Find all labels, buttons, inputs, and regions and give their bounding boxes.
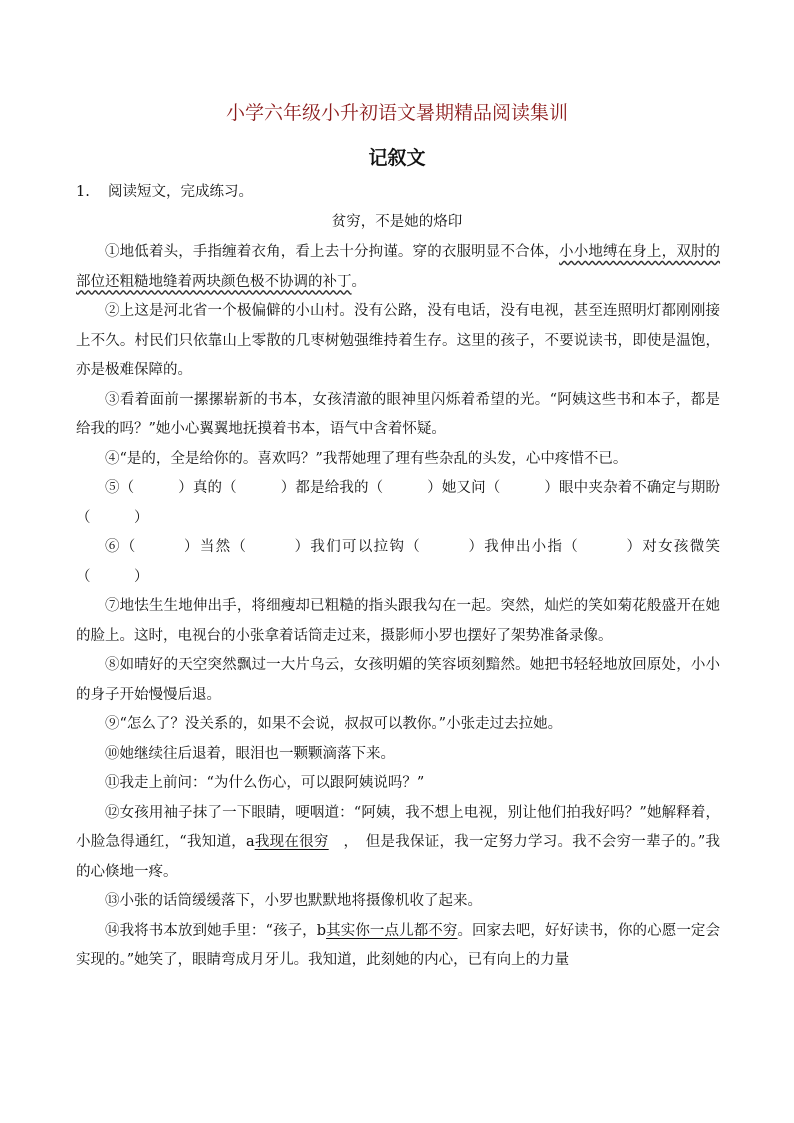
paragraph-text: ①地低着头，手指缠着衣角，看上去十分拘谨。穿的衣服明显不合体，: [105, 244, 560, 260]
paragraph-6-blanks: ⑥（ ）当然（ ）我们可以拉钩（ ）我伸出小指（ ）对女孩微笑（ ）: [76, 539, 720, 585]
document-title: 小学六年级小升初语文暑期精品阅读集训: [225, 102, 568, 124]
paragraph-text: 。回家去吧，好好读书，你的心愿一定会实现的。”她笑了，眼睛弯成月牙儿。我知道，此刻她的内心，已有向上的力量: [76, 922, 721, 968]
paragraph-8: ⑧如晴好的天空突然飘过一大片乌云，女孩明媚的笑容顷刻黯然。她把书轻轻地放回原处，小小的身子开始慢慢后退。: [76, 657, 720, 703]
paragraph-11: ⑪我走上前问：“为什么伤心，可以跟阿姨说吗？”: [105, 775, 425, 791]
paragraph-4: ④“是的，全是给你的。喜欢吗？”我帮她理了理有些杂乱的头发，心中疼惜不已。: [105, 450, 628, 467]
passage-body: [76, 238, 720, 976]
paragraph-text: ⑭我将书本放到她手里：“孩子，b: [105, 922, 327, 939]
paragraph-13: ⑬小张的话筒缓缓落下，小罗也默默地将摄像机收了起来。: [105, 893, 482, 909]
underlined-sentence-a: 我现在很穷: [254, 834, 329, 850]
paragraph-1: [76, 238, 720, 297]
paragraph-5-blanks: ⑤（ ）真的（ ）都是给我的（ ）她又问（ ）眼中夹杂着不确定与期盼（ ）: [76, 480, 720, 526]
paragraph-12: [76, 799, 720, 888]
question-instruction: 阅读短文，完成练习。: [108, 184, 253, 200]
paragraph-text: ， 但是我保证，我一定努力学习。我不会穷一辈子的。”我的心倏地一疼。: [76, 834, 721, 880]
paragraph-text: 。: [351, 273, 366, 290]
paragraph-2: ②上这是河北省一个极偏僻的小山村。没有公路，没有电话，没有电视，甚至连照明灯都刚刚接上不久。村民们只依靠山上零散的几枣树勉强维持着生存。这里的孩子，不要说读书，即使是温饱，亦是极难保障的。: [76, 303, 720, 378]
question-heading: [76, 180, 253, 201]
paragraph-text: ⑫女孩用袖子抹了一下眼睛，哽咽道：“阿姨，我不想上电视，别让他们拍我好吗？”她解释着，小脸急得通红，“我知道，a: [76, 804, 720, 850]
paragraph-14: [76, 917, 720, 976]
paragraph-7: ⑦地怯生生地伸出手，将细瘦却已粗糙的指头跟我勾在一起。突然，灿烂的笑如菊花般盛开在她的脸上。这时，电视台的小张拿着话筒走过来，摄影师小罗也摆好了架势准备录像。: [76, 598, 720, 644]
underlined-sentence-b: 其实你一点儿都不穷: [326, 922, 458, 939]
passage-title: 贫穷，不是她的烙印: [331, 214, 463, 230]
paragraph-10: ⑩她继续往后退着，眼泪也一颗颗滴落下来。: [105, 745, 395, 762]
wavy-underlined-text: 小小地缚在身上，双肘的部位还粗糙地缝着两块颜色极不协调的补丁: [76, 244, 721, 290]
paragraph-3: ③看着面前一摞摞崭新的书本，女孩清澈的眼神里闪烁着希望的光。“阿姨这些书和本子，都是给我的吗？”她小心翼翼地抚摸着书本，语气中含着怀疑。: [76, 391, 720, 437]
question-number: 1.: [76, 184, 90, 200]
document-subtitle: 记叙文: [368, 147, 426, 169]
paragraph-9: ⑨“怎么了？没关系的，如果不会说，叔叔可以教你。”小张走过去拉她。: [105, 716, 563, 732]
